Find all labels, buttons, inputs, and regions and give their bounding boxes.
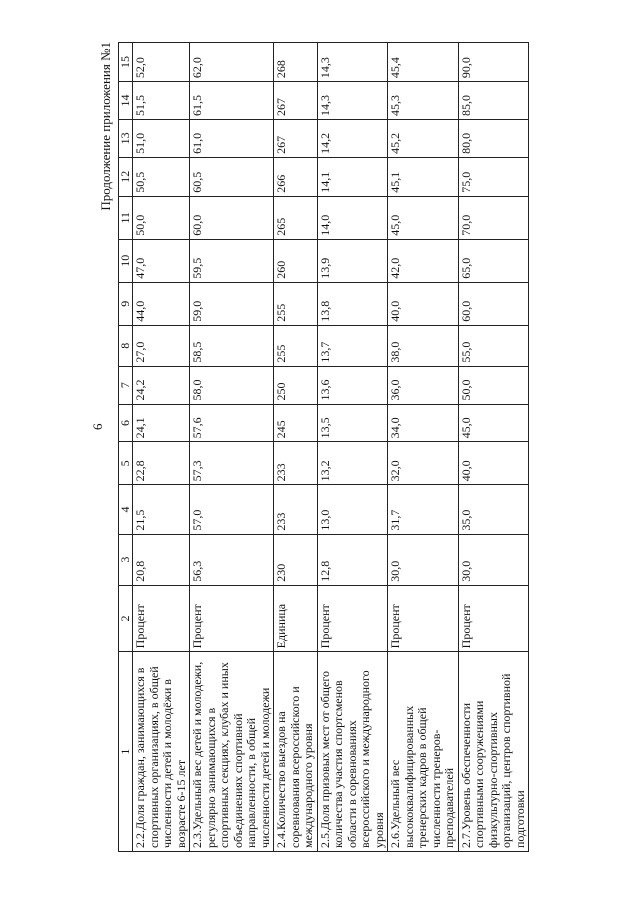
value-cell: 30,0 — [458, 534, 529, 585]
value-cell: 265 — [274, 196, 318, 239]
value-cell: 14,2 — [317, 119, 388, 157]
value-cell: 34,0 — [388, 404, 459, 442]
unit-cell: Процент — [388, 585, 459, 652]
header-row — [119, 43, 133, 852]
value-cell: 36,0 — [388, 366, 459, 404]
unit-cell: Процент — [190, 585, 274, 652]
value-cell: 44,0 — [133, 282, 190, 325]
table-body — [133, 43, 529, 852]
value-cell: 24,2 — [133, 366, 190, 404]
value-cell: 85,0 — [458, 82, 529, 120]
value-cell: 32,0 — [388, 442, 459, 485]
column-header: 4 — [119, 485, 133, 534]
column-header: 13 — [119, 119, 133, 157]
unit-cell: Единица — [274, 585, 318, 652]
value-cell: 50,5 — [133, 157, 190, 196]
indicator-name-cell: 2.6.Удельный вес высококвалифицированных тренерских кадров в общей численности тренеров-преподавателей — [388, 652, 459, 852]
value-cell: 47,0 — [133, 239, 190, 282]
table-row — [458, 43, 529, 852]
value-cell: 13,9 — [317, 239, 388, 282]
value-cell: 61,5 — [190, 82, 274, 120]
value-cell: 57,3 — [190, 442, 274, 485]
indicator-name-cell: 2.7.Уровень обеспеченности спортивными сооружениями физкультурно-спортивных организаций, центров спортивной подготовки — [458, 652, 529, 852]
column-header: 3 — [119, 534, 133, 585]
value-cell: 90,0 — [458, 43, 529, 82]
unit-cell: Процент — [458, 585, 529, 652]
value-cell: 35,0 — [458, 485, 529, 534]
value-cell: 45,3 — [388, 82, 459, 120]
value-cell: 255 — [274, 325, 318, 366]
value-cell: 45,2 — [388, 119, 459, 157]
column-header: 11 — [119, 196, 133, 239]
table-row — [190, 43, 274, 852]
column-header: 6 — [119, 404, 133, 442]
value-cell: 75,0 — [458, 157, 529, 196]
value-cell: 51,5 — [133, 82, 190, 120]
value-cell: 267 — [274, 82, 318, 120]
value-cell: 56,3 — [190, 534, 274, 585]
column-header: 2 — [119, 585, 133, 652]
table-row — [388, 43, 459, 852]
value-cell: 50,0 — [458, 366, 529, 404]
value-cell: 260 — [274, 239, 318, 282]
value-cell: 40,0 — [458, 442, 529, 485]
value-cell: 40,0 — [388, 282, 459, 325]
value-cell: 22,8 — [133, 442, 190, 485]
value-cell: 245 — [274, 404, 318, 442]
value-cell: 27,0 — [133, 325, 190, 366]
unit-cell: Процент — [317, 585, 388, 652]
continuation-label: Продолжение приложения №1 — [98, 42, 113, 211]
value-cell: 58,0 — [190, 366, 274, 404]
value-cell: 14,3 — [317, 82, 388, 120]
value-cell: 59,0 — [190, 282, 274, 325]
value-cell: 266 — [274, 157, 318, 196]
value-cell: 61,0 — [190, 119, 274, 157]
value-cell: 13,5 — [317, 404, 388, 442]
value-cell: 12,8 — [317, 534, 388, 585]
rotated-page — [98, 42, 527, 852]
value-cell: 31,7 — [388, 485, 459, 534]
value-cell: 45,0 — [458, 404, 529, 442]
value-cell: 13,0 — [317, 485, 388, 534]
column-header: 15 — [119, 43, 133, 82]
indicators-table — [118, 42, 529, 852]
value-cell: 50,0 — [133, 196, 190, 239]
value-cell: 20,8 — [133, 534, 190, 585]
value-cell: 45,0 — [388, 196, 459, 239]
value-cell: 55,0 — [458, 325, 529, 366]
column-header: 8 — [119, 325, 133, 366]
value-cell: 80,0 — [458, 119, 529, 157]
value-cell: 59,5 — [190, 239, 274, 282]
value-cell: 58,5 — [190, 325, 274, 366]
value-cell: 60,0 — [458, 282, 529, 325]
value-cell: 21,5 — [133, 485, 190, 534]
value-cell: 70,0 — [458, 196, 529, 239]
value-cell: 60,5 — [190, 157, 274, 196]
value-cell: 13,2 — [317, 442, 388, 485]
indicator-name-cell: 2.2.Доля граждан, занимающихся в спортивных организациях, в общей численности детей и молодёжи в возрасте 6-15 лет — [133, 652, 190, 852]
value-cell: 42,0 — [388, 239, 459, 282]
value-cell: 60,0 — [190, 196, 274, 239]
value-cell: 250 — [274, 366, 318, 404]
table-row — [317, 43, 388, 852]
value-cell: 255 — [274, 282, 318, 325]
indicator-name-cell: 2.5.Доля призовых мест от общего количества участия спортсменов области в соревнованиях всероссийского и международного уровня — [317, 652, 388, 852]
value-cell: 57,6 — [190, 404, 274, 442]
value-cell: 30,0 — [388, 534, 459, 585]
value-cell: 14,3 — [317, 43, 388, 82]
value-cell: 62,0 — [190, 43, 274, 82]
column-header: 5 — [119, 442, 133, 485]
column-header: 10 — [119, 239, 133, 282]
column-header: 12 — [119, 157, 133, 196]
table-row — [274, 43, 318, 852]
page-number: 6 — [90, 423, 105, 430]
column-header: 7 — [119, 366, 133, 404]
value-cell: 233 — [274, 442, 318, 485]
value-cell: 52,0 — [133, 43, 190, 82]
column-header: 1 — [119, 652, 133, 852]
value-cell: 230 — [274, 534, 318, 585]
indicator-name-cell: 2.3.Удельный вес детей и молодежи, регулярно занимающихся в спортивных секциях, клубах и иных объединениях спортивной направленности, в общей численности детей и молодежи — [190, 652, 274, 852]
value-cell: 14,1 — [317, 157, 388, 196]
column-header: 9 — [119, 282, 133, 325]
value-cell: 13,8 — [317, 282, 388, 325]
column-header: 14 — [119, 82, 133, 120]
value-cell: 57,0 — [190, 485, 274, 534]
value-cell: 14,0 — [317, 196, 388, 239]
indicator-name-cell: 2.4.Количество выездов на соревнования всероссийского и международного уровня — [274, 652, 318, 852]
value-cell: 233 — [274, 485, 318, 534]
value-cell: 268 — [274, 43, 318, 82]
unit-cell: Процент — [133, 585, 190, 652]
table-row — [133, 43, 190, 852]
value-cell: 13,6 — [317, 366, 388, 404]
value-cell: 38,0 — [388, 325, 459, 366]
value-cell: 45,4 — [388, 43, 459, 82]
value-cell: 65,0 — [458, 239, 529, 282]
value-cell: 13,7 — [317, 325, 388, 366]
value-cell: 24,1 — [133, 404, 190, 442]
value-cell: 51,0 — [133, 119, 190, 157]
value-cell: 45,1 — [388, 157, 459, 196]
value-cell: 267 — [274, 119, 318, 157]
